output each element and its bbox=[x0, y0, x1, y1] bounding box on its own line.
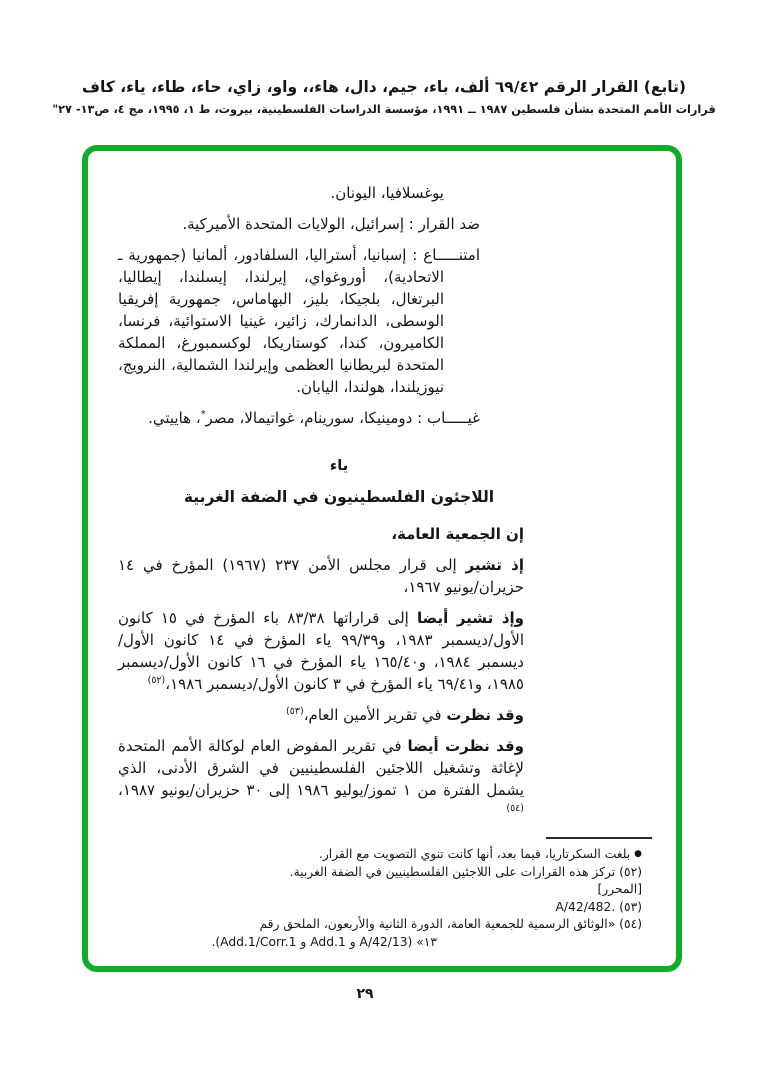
vote-separator: : bbox=[412, 409, 427, 427]
paragraph-recalling-also bbox=[118, 607, 524, 695]
footnotes-section bbox=[168, 837, 642, 952]
bullet-icon: ● bbox=[634, 849, 642, 859]
vote-against-row bbox=[118, 213, 480, 235]
footnote-label: (٥٢) bbox=[619, 864, 642, 879]
paragraph-considered bbox=[118, 704, 524, 726]
page-number: ٢٩ bbox=[356, 986, 374, 1002]
source-citation: قرارات الأمم المتحدة بشأن فلسطين ١٩٨٧ ــ ١٩٩١، مؤسسة الدراسات الفلسطينية، بيروت، ط ١، ١٩٩٥، مج ٤، ص١٣- ٢٧" bbox=[52, 103, 716, 116]
paragraph-text: في تقرير الأمين العام، bbox=[303, 706, 447, 724]
footnote-text: بلغت السكرتاريا، فيما بعد، أنها كانت تنوي التصويت مع القرار. bbox=[318, 847, 631, 861]
vote-results-block bbox=[118, 213, 480, 429]
footnote-text: «الوثائق الرسمية للجمعية العامة، الدورة الثانية والأربعون، الملحق رقم bbox=[259, 917, 616, 932]
paragraph-text: إلى قراراتها ٨٣/٣٨ باء المؤرخ في ١٥ كانون الأول/ديسمبر ١٩٨٣، و٩٩/٣٩ ياء المؤرخ في ١٤ كانون الأول/ديسمبر ١٩٨٤، و١٦٥/٤٠ ياء المؤرخ في ١٦ كانون الأول/ديسمبر ١٩٨٥، و٦٩/٤١ ياء المؤرخ في ٣ كانون الأول/ديسمبر ١٩٨٦، bbox=[118, 609, 525, 693]
footnote-52-editor: [المحرر] bbox=[597, 882, 642, 897]
vote-abstain-countries: إسبانيا، أستراليا، السلفادور، ألمانيا (جمهورية ـ الاتحادية)، أوروغواي، إيرلندا، إيسلندا، إيطاليا، البرتغال، بلجيكا، بليز، البهاماس، جمهورية إفريقيا الوسطى، الدانمارك، زائير، غينيا الاستوائية، فرنسا، الكاميرون، كندا، كوستاريكا، لوكسمبورغ، المملكة المتحدة لبريطانيا العظمى وإيرلندا الشمالية، النرويج، نيوزيلندا، هولندا، اليابان. bbox=[118, 246, 444, 396]
footnote-asterisk bbox=[168, 846, 642, 864]
frame-content bbox=[88, 151, 676, 966]
vote-separator: : bbox=[404, 215, 419, 233]
footnote-52 bbox=[168, 864, 642, 882]
vote-abstain-row bbox=[118, 244, 480, 398]
footnote-ref-54: (٥٤) bbox=[506, 803, 524, 814]
vote-abstain-label: امتنـــــاع bbox=[423, 246, 480, 264]
paragraph-lead: إن الجمعية العامة، bbox=[391, 525, 524, 543]
paragraph-lead: وإذ تشير أيضا bbox=[417, 609, 525, 627]
footnote-label: (٥٤) bbox=[619, 917, 642, 932]
footnote-54-line2: ١٣» (A/42/13 و Add.1 و Add.1/Corr.1). bbox=[211, 934, 437, 949]
footnote-ref-52: (٥٢) bbox=[147, 675, 166, 686]
page-header bbox=[0, 78, 768, 116]
paragraph-considered-also bbox=[118, 735, 524, 823]
footnote-text: تركز هذه القرارات على اللاجئين الفلسطينيين في الضفة الغربية. bbox=[289, 864, 616, 879]
section-title-heading: اللاجئون الفلسطينيون في الضفة الغربية bbox=[183, 488, 495, 506]
section-letter-heading: ياء bbox=[329, 458, 349, 474]
vote-separator: : bbox=[406, 246, 424, 264]
paragraph-text: إلى قرار مجلس الأمن ٢٣٧ (١٩٦٧) المؤرخ في ١٤ حزيران/يونيو ١٩٦٧، bbox=[118, 556, 524, 596]
paragraph-recalling bbox=[118, 554, 524, 598]
green-frame bbox=[82, 145, 682, 972]
paragraph-lead: وقد نظرت bbox=[446, 706, 524, 724]
document-symbol: A/42/482. bbox=[555, 899, 616, 914]
vote-absent-label: غيـــــاب bbox=[426, 409, 480, 427]
asterisk-footnote-marker: * bbox=[200, 409, 206, 420]
vote-list-continuation: يوغسلافيا، اليونان. bbox=[330, 184, 444, 202]
vote-against-countries: إسرائيل، الولايات المتحدة الأميركية. bbox=[182, 215, 404, 233]
paragraph-lead: وقد نظرت أيضا bbox=[407, 737, 524, 755]
vote-absent-row bbox=[118, 407, 480, 429]
footnote-divider bbox=[546, 837, 652, 839]
paragraph-lead: إذ تشير bbox=[465, 556, 525, 574]
footnote-53 bbox=[168, 899, 642, 917]
footnote-54 bbox=[168, 916, 642, 934]
paragraph-assembly bbox=[118, 523, 524, 545]
paragraph-text: في تقرير المفوض العام لوكالة الأمم المتحدة لإغاثة وتشغيل اللاجئين الفلسطينيين في الشرق الأدنى، الذي يشمل الفترة من ١ تموز/يوليو ١٩٨٦ إلى ٣٠ حزيران/يونيو ١٩٨٧، bbox=[118, 737, 525, 799]
footnote-label: (٥٣) bbox=[619, 899, 642, 914]
vote-against-label: ضد القرار bbox=[418, 215, 480, 233]
resolution-continuation-title: (تابع) القرار الرقم ٦٩/٤٢ ألف، باء، جيم، دال، هاء،، واو، زاي، حاء، طاء، ياء، كاف bbox=[81, 78, 686, 96]
vote-absent-countries: دومينيكا، سورينام، غواتيمالا، مصر bbox=[205, 409, 413, 427]
footnote-ref-53: (٥٣) bbox=[286, 706, 304, 717]
vote-absent-countries-end: ، هاييتي. bbox=[148, 409, 201, 427]
